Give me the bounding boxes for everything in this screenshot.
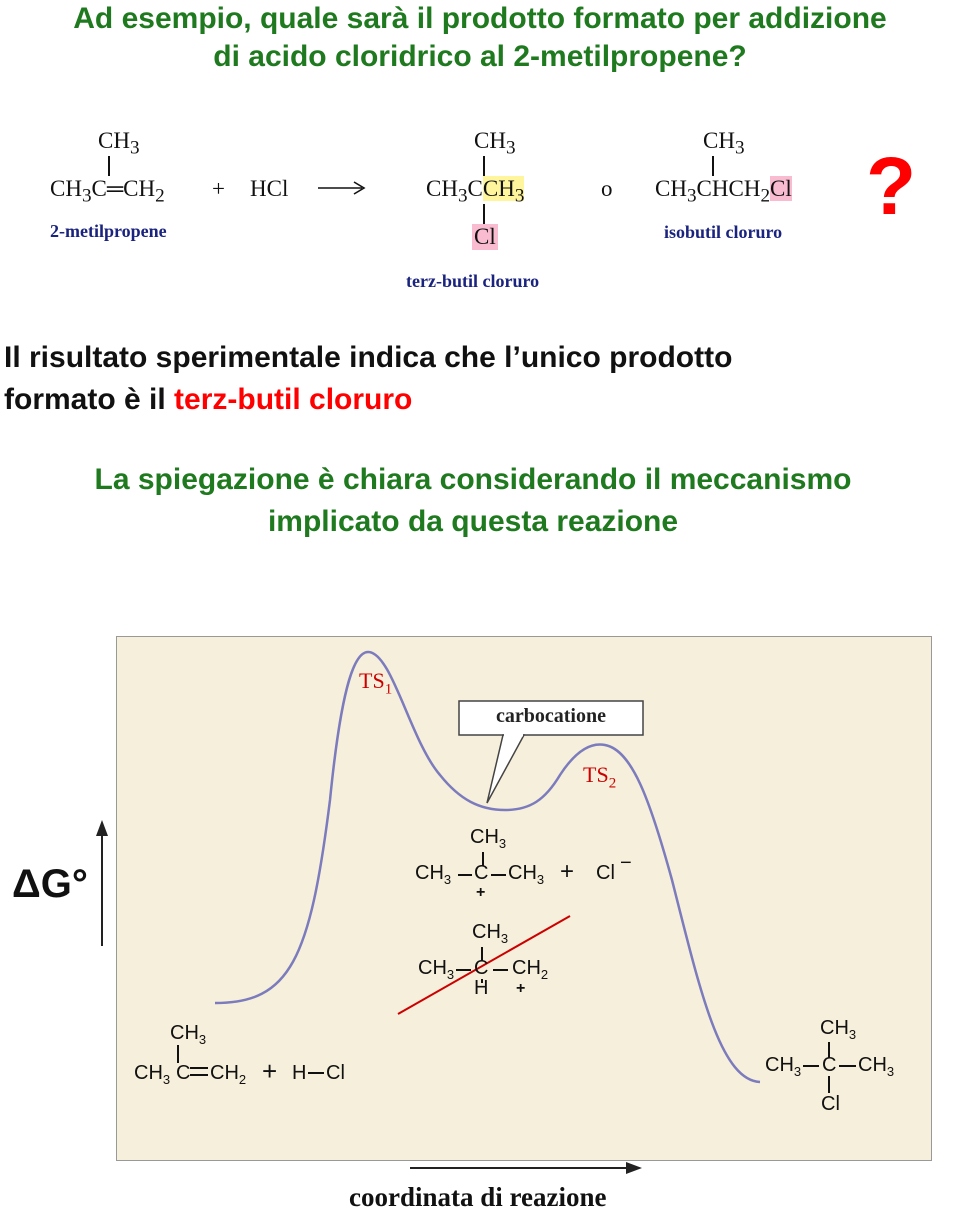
reactant-methyl: $CH_3$	[98, 128, 140, 159]
product-bottom: Cl	[821, 1093, 840, 1115]
x-axis-label: coordinata di reazione	[349, 1182, 607, 1212]
y-axis-arrow-head	[96, 820, 108, 836]
product1-chlorine: Cl	[474, 224, 496, 249]
chloride-anion: Cl	[596, 862, 615, 884]
result-line-2-prefix: formato è il	[4, 383, 175, 416]
reactants-top: $CH_3$	[170, 1022, 207, 1047]
ts2-label: $TS_2$	[583, 762, 617, 792]
title-line-1: Ad esempio, quale sarà il prodotto formato per addizione	[73, 2, 887, 35]
reaction-plus: +	[212, 176, 225, 201]
primary-charge: +	[516, 980, 526, 997]
primary-right: $CH_2$	[512, 957, 549, 982]
product2-formula: $CH_3CHCH_2Cl$	[655, 176, 792, 207]
ts1-label: $TS_1$	[359, 668, 393, 698]
product1-formula: $CH_3CCH_3$	[426, 176, 525, 207]
question-mark: ?	[866, 141, 917, 232]
product1-methyl: $CH_3$	[474, 128, 516, 159]
carbocation-charge: +	[476, 884, 486, 901]
reactants-right: $CH_2$	[210, 1062, 247, 1087]
primary-center: C	[474, 957, 489, 979]
product2-methyl: $CH_3$	[703, 128, 745, 159]
carbocation-left: $CH_3$	[415, 862, 452, 887]
carbocation-plus: +	[560, 858, 575, 885]
explanation-line-1: La spiegazione è chiara considerando il meccanismo	[94, 463, 852, 496]
primary-bottom: H	[474, 977, 489, 999]
reactant-formula: $CH_3C═CH_2$	[50, 176, 165, 207]
x-axis-arrow-head	[626, 1162, 642, 1174]
reagent-h: H	[292, 1062, 307, 1084]
reactants-center: C	[176, 1062, 191, 1084]
reagent-hcl: HCl	[250, 176, 289, 201]
carbocation-top: $CH_3$	[470, 826, 507, 851]
product-right: $CH_3$	[858, 1054, 895, 1079]
reactants-left: $CH_3$	[134, 1062, 171, 1087]
product-left: $CH_3$	[765, 1054, 802, 1079]
product1-label: terz-butil cloruro	[406, 271, 540, 291]
reactant-label: 2-metilpropene	[50, 221, 167, 241]
carbocation-callout-pointer	[487, 735, 524, 803]
primary-top: $CH_3$	[472, 921, 509, 946]
result-line-1: Il risultato sperimentale indica che l’unico prodotto	[4, 341, 733, 374]
explanation-line-2: implicato da questa reazione	[267, 505, 679, 538]
product-top: $CH_3$	[820, 1017, 857, 1042]
product-center: C	[822, 1054, 837, 1076]
carbocation-right: $CH_3$	[508, 862, 545, 887]
carbocation-center: C	[474, 862, 489, 884]
chloride-charge: −	[620, 852, 632, 874]
carbocation-callout-text: carbocatione	[496, 705, 606, 727]
y-axis-label: ΔG°	[12, 862, 88, 906]
title-line-2: di acido cloridrico al 2-metilpropene?	[213, 40, 747, 73]
reagent-cl: Cl	[326, 1062, 345, 1084]
primary-left: $CH_3$	[418, 957, 455, 982]
reactants-plus: +	[262, 1056, 278, 1086]
or-text: o	[601, 176, 613, 201]
result-highlight: terz-butil cloruro	[174, 383, 413, 416]
product2-label: isobutil cloruro	[664, 222, 783, 242]
